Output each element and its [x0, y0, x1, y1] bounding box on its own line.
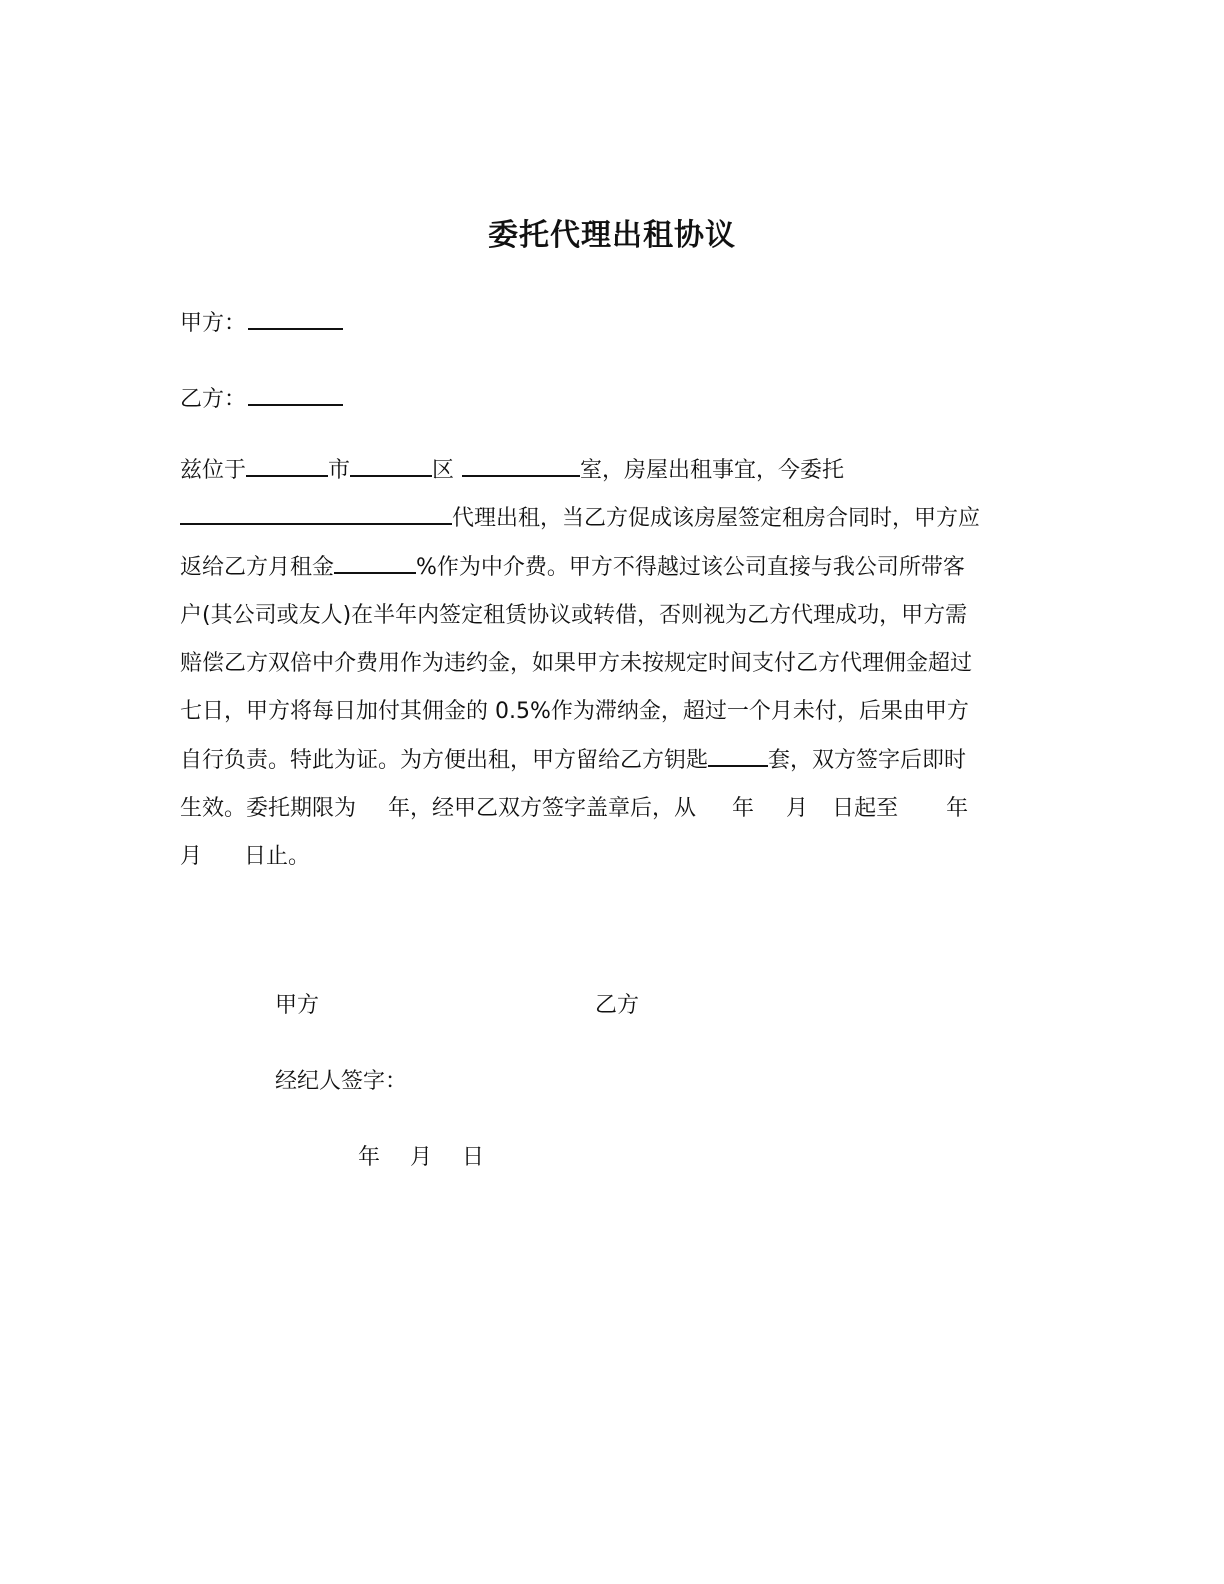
room-blank: [462, 453, 580, 477]
body-text: 年: [732, 796, 755, 822]
document-title: 委托代理出租协议: [488, 218, 736, 253]
agent-signature-label: 经纪人签字：: [275, 1069, 408, 1094]
signature-party-b: 乙方: [595, 993, 640, 1018]
party-a-label: 甲方：: [180, 311, 247, 336]
body-text: 日止。: [244, 844, 311, 870]
district-blank: [350, 453, 432, 477]
body-text: %作为中介费。甲方不得越过该公司直接与我公司所带客: [416, 554, 965, 580]
body-text: 套，双方签字后即时: [768, 747, 967, 773]
body-line-3: [180, 549, 1060, 597]
party-b-label: 乙方：: [180, 387, 247, 412]
body-text: 年: [946, 796, 969, 822]
body-text: 代理出租，当乙方促成该房屋签定租房合同时，甲方应: [452, 506, 981, 532]
body-line-4: 户(其公司或友人)在半年内签定租赁协议或转借，否则视为乙方代理成功，甲方需: [180, 602, 968, 628]
city-blank: [246, 453, 328, 477]
body-text: 月: [786, 796, 809, 822]
body-text: 市: [328, 458, 351, 483]
party-b-line: [180, 382, 343, 413]
body-text: 月: [180, 844, 203, 870]
agent-company-blank: [180, 501, 452, 525]
party-b-blank: [248, 384, 343, 406]
party-a-blank: [248, 308, 343, 330]
body-text: 返给乙方月租金: [180, 554, 335, 580]
body-line-7: [180, 742, 1060, 790]
party-a-line: [180, 306, 343, 337]
key-count-blank: [708, 743, 768, 767]
date-day: 日: [462, 1145, 485, 1170]
signature-party-a: 甲方: [275, 993, 320, 1018]
body-line-9: [180, 838, 1060, 886]
date-month: 月: [410, 1145, 433, 1170]
body-line-2: [180, 500, 1060, 548]
body-line-1: [180, 452, 1060, 500]
date-year: 年: [358, 1145, 381, 1170]
body-line-8: [180, 790, 1060, 838]
body-text: 日起至: [832, 796, 899, 822]
body-text: 生效。委托期限为: [180, 796, 357, 822]
body-text: 自行负责。特此为证。为方便出租，甲方留给乙方钥匙: [180, 747, 709, 773]
body-line-5: 赔偿乙方双倍中介费用作为违约金，如果甲方未按规定时间支付乙方代理佣金超过: [180, 651, 973, 677]
date-line: [358, 1140, 484, 1171]
body-text: 年，经甲乙双方签字盖章后，从: [388, 796, 697, 822]
agreement-body: [180, 452, 1060, 887]
commission-percent-blank: [334, 550, 416, 574]
body-line-6: 七日，甲方将每日加付其佣金的 0.5%作为滞纳金，超过一个月未付，后果由甲方: [180, 699, 969, 725]
body-text: 兹位于: [180, 458, 247, 483]
body-text: 区: [432, 458, 455, 483]
body-text: 室，房屋出租事宜，今委托: [580, 458, 845, 483]
